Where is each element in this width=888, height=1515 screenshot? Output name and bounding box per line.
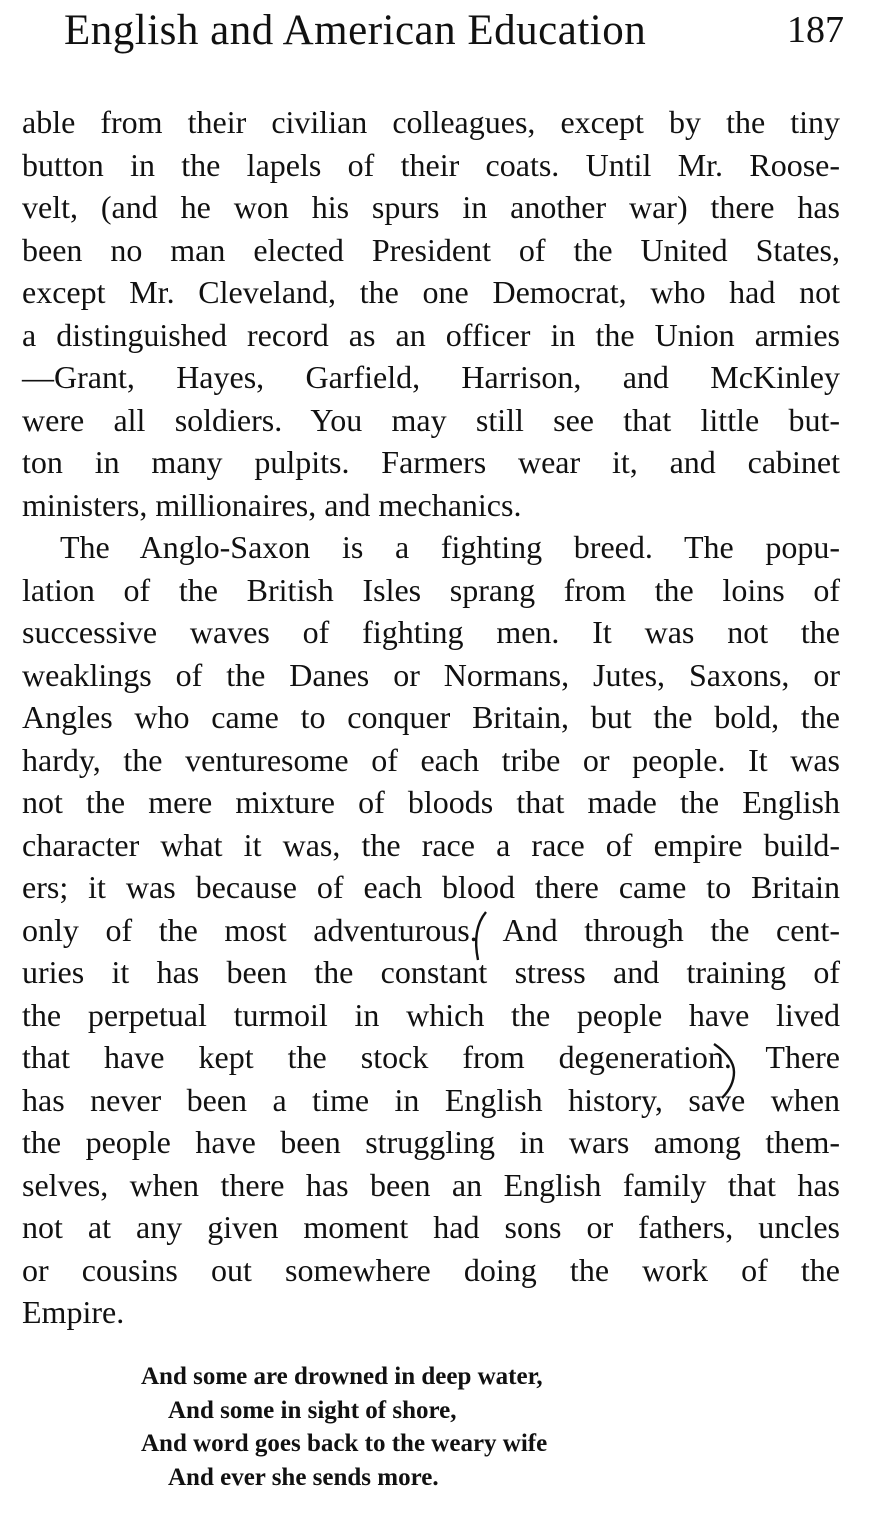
text-line: ton in many pulpits. Farmers wear it, and cabinet xyxy=(22,444,840,480)
text-line: weaklings of the Danes or Normans, Jutes, Saxons, or xyxy=(22,656,840,693)
text-line: been no man elected President of the United States, xyxy=(22,231,840,268)
text-line: ers; it was because of each blood there came to Britain xyxy=(22,869,840,905)
text-line: successive waves of fighting men. It was not the xyxy=(22,614,840,650)
text-line: velt, (and he won his spurs in another war) there has xyxy=(22,189,840,225)
text-line: button in the lapels of their coats. Until Mr. Roose- xyxy=(22,146,840,183)
handwritten-open-bracket-mark xyxy=(470,910,490,962)
paragraph-first-line: The Anglo-Saxon is a fighting breed. The popu- xyxy=(60,529,840,565)
text-line: lation of the British Isles sprang from the loins of xyxy=(22,571,840,608)
running-head xyxy=(64,6,844,70)
text-line: the perpetual turmoil in which the people have lived xyxy=(22,996,840,1033)
text-line: —Grant, Hayes, Garfield, Harrison, and McKinley xyxy=(22,359,840,395)
verse-line: And ever she sends more. xyxy=(168,1463,439,1491)
text-line: only of the most adventurous. And through the cent- xyxy=(22,911,840,948)
verse-line: And some are drowned in deep water, xyxy=(141,1363,543,1390)
text-line: that have kept the stock from degeneration. There xyxy=(22,1039,840,1075)
verse-quotation xyxy=(141,1360,701,1494)
body-text xyxy=(22,101,840,1334)
text-line: Empire. xyxy=(22,1294,125,1330)
text-line: not the mere mixture of bloods that made the English xyxy=(22,784,840,820)
text-line: ministers, millionaires, and mechanics. xyxy=(22,486,522,523)
running-title: English and American Education xyxy=(64,7,647,54)
page-number: 187 xyxy=(787,9,844,51)
text-line: uries it has been the constant stress and training of xyxy=(22,954,840,990)
text-line: Angles who came to conquer Britain, but the bold, the xyxy=(22,699,840,735)
text-line: character what it was, the race a race of empire build- xyxy=(22,826,840,863)
text-line: or cousins out somewhere doing the work of the xyxy=(22,1251,840,1288)
handwritten-close-bracket-mark xyxy=(712,1040,738,1100)
verse-line: And some in sight of shore, xyxy=(168,1396,457,1424)
text-line: not at any given moment had sons or fathers, uncles xyxy=(22,1209,840,1245)
text-line: selves, when there has been an English family that has xyxy=(22,1166,840,1203)
text-line: a distinguished record as an officer in the Union armies xyxy=(22,316,840,353)
text-line: were all soldiers. You may still see that little but- xyxy=(22,401,840,438)
verse-line: And word goes back to the weary wife xyxy=(141,1430,548,1457)
text-line: able from their civilian colleagues, except by the tiny xyxy=(22,104,840,140)
text-line: the people have been struggling in wars among them- xyxy=(22,1124,840,1160)
text-line: hardy, the venturesome of each tribe or people. It was xyxy=(22,741,840,778)
text-line: has never been a time in English history, save when xyxy=(22,1081,840,1118)
text-line: except Mr. Cleveland, the one Democrat, who had not xyxy=(22,274,840,310)
